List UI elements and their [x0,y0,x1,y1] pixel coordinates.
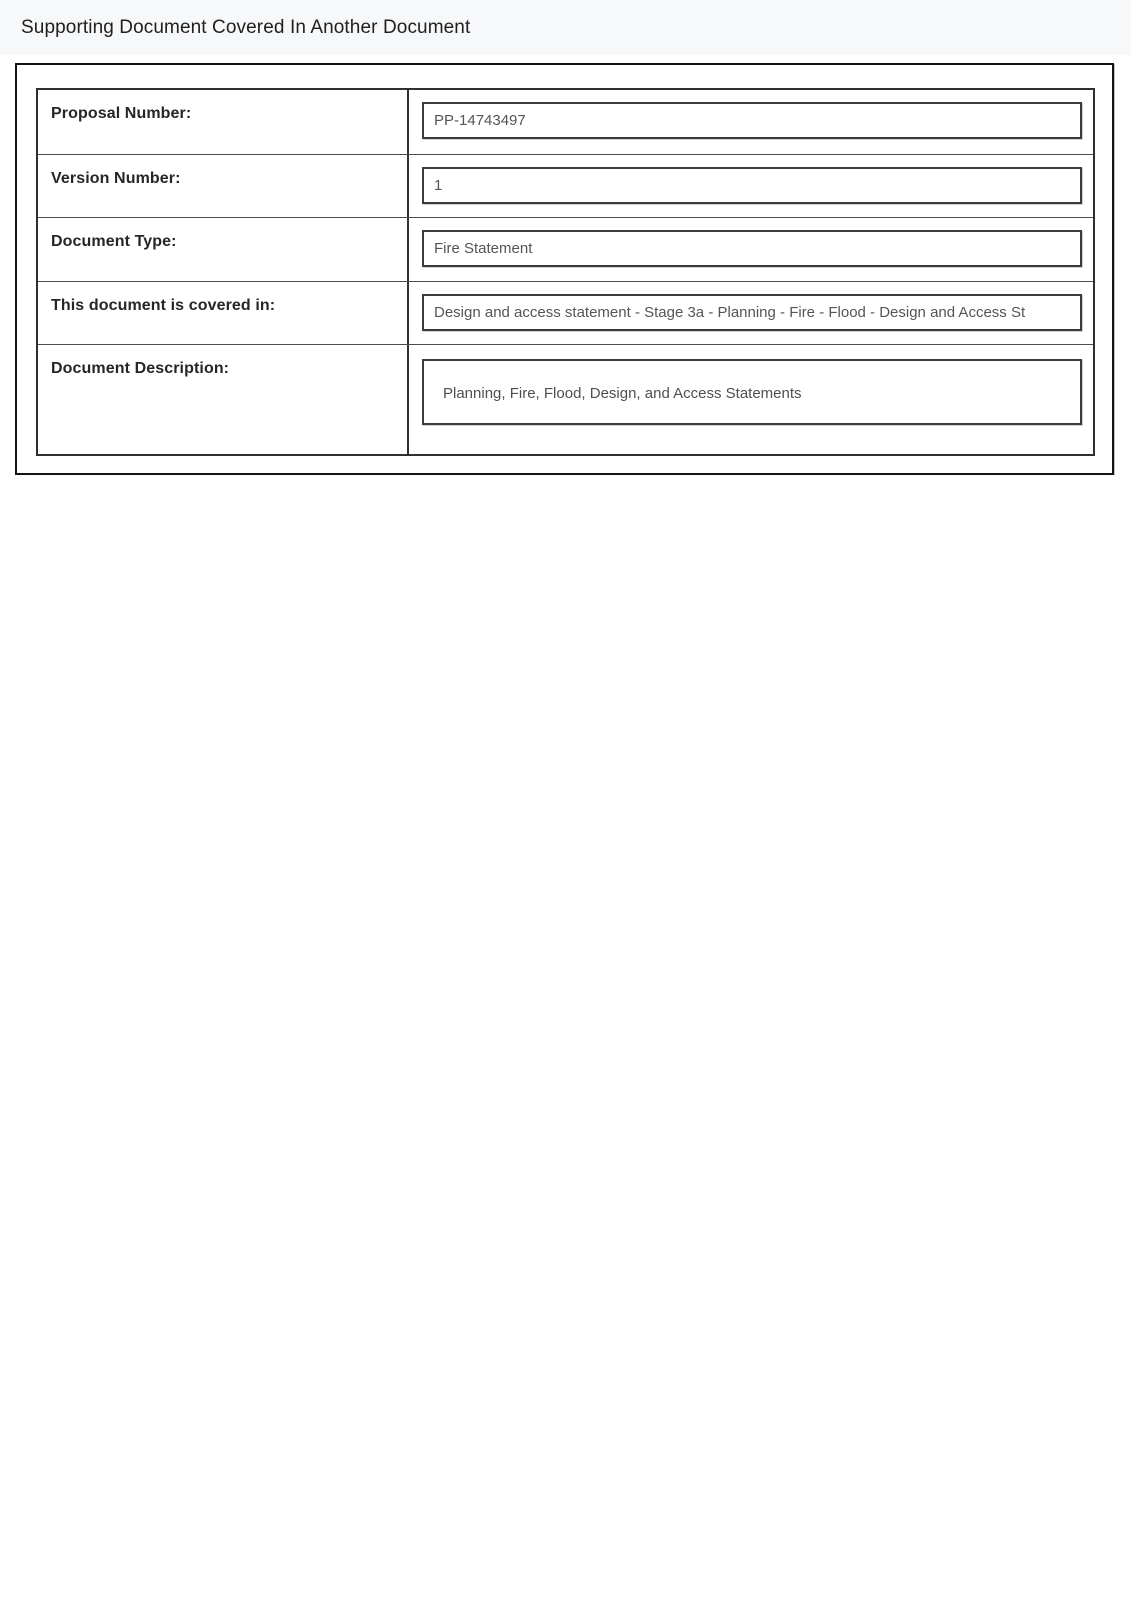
form-row-document-type [38,217,1093,281]
form-row-covered-in [38,281,1093,344]
covered-in-label: This document is covered in: [38,282,409,344]
form-row-document-description [38,344,1093,454]
page-title: Supporting Document Covered In Another Document [21,16,471,38]
document-type-input[interactable]: Fire Statement [422,230,1082,267]
form-container [15,63,1114,475]
proposal-number-label: Proposal Number: [38,90,409,154]
supporting-document-table [36,88,1095,456]
document-type-value-cell [409,218,1093,281]
covered-in-value-cell [409,282,1093,344]
covered-in-input[interactable]: Design and access statement - Stage 3a - Planning - Fire - Flood - Design and Access St [422,294,1082,331]
form-row-proposal-number [38,90,1093,154]
form-row-version-number [38,154,1093,217]
document-description-value-cell [409,345,1093,454]
page-header [0,0,1131,55]
version-number-input[interactable]: 1 [422,167,1082,204]
document-type-label: Document Type: [38,218,409,281]
proposal-number-value-cell [409,90,1093,154]
document-description-label: Document Description: [38,345,409,454]
document-description-textarea[interactable]: Planning, Fire, Flood, Design, and Access Statements [422,359,1082,425]
version-number-value-cell [409,155,1093,217]
page-blank-area [0,475,1131,1595]
version-number-label: Version Number: [38,155,409,217]
proposal-number-input[interactable]: PP-14743497 [422,102,1082,139]
